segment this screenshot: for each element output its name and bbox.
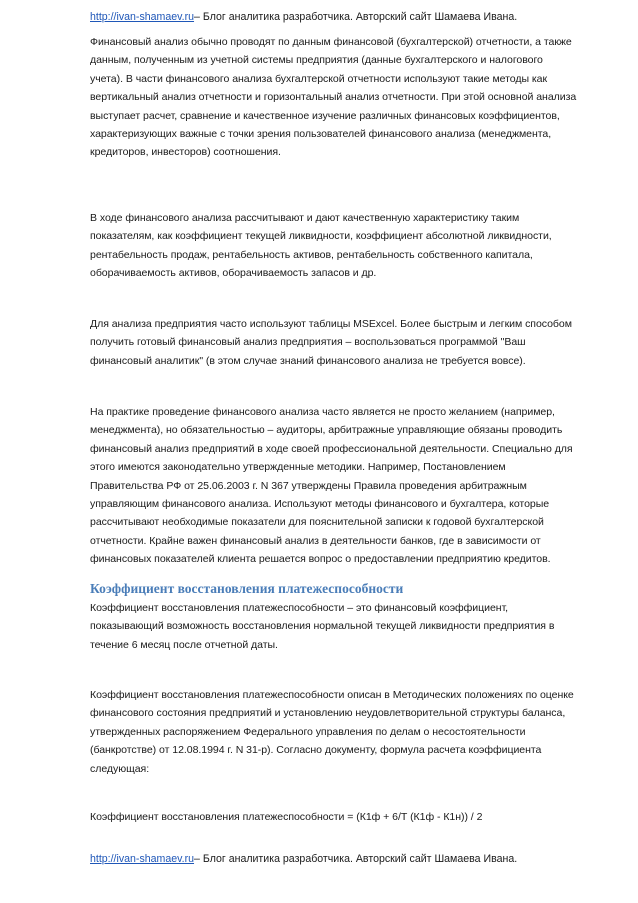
text-line: следующая: xyxy=(90,762,150,775)
text-line: течение 6 месяц после отчетной даты. xyxy=(90,638,278,651)
paragraph-intro xyxy=(90,33,577,162)
paragraph-indicators xyxy=(90,209,560,283)
paragraph-definition xyxy=(90,599,560,654)
text-line: получить готовый финансовый анализ предприятия – воспользоваться программой "Ваш xyxy=(90,336,526,349)
text-line: Финансовый анализ обычно проводят по данным финансовой (бухгалтерской) отчетности, а также xyxy=(90,36,572,48)
text-line: оборачиваемость активов, оборачиваемость запасов и др. xyxy=(90,267,377,280)
text-line: рентабельность продаж, рентабельность активов, рентабельность собственного капитала, xyxy=(90,248,533,261)
text-line: данным, полученным из учетной системы предприятия (данные бухгалтерского и налогового xyxy=(90,54,543,67)
text-line: Коэффициент восстановления платежеспособности описан в Методических положениях по оценке xyxy=(90,689,574,701)
text-line: Правительства РФ от 25.06.2003 г. N 367 утверждены Правила проведения арбитражным xyxy=(90,479,527,492)
text-line: (банкротстве) от 12.08.1994 г. N 31-р). Согласно документу, формула расчета коэффициента xyxy=(90,744,542,757)
text-line: На практике проведение финансового анализа часто является не просто желанием (например, xyxy=(90,406,555,418)
text-line: финансовый аналитик" (в этом случае знаний финансового анализа не требуется вовсе). xyxy=(90,354,526,367)
page-footer xyxy=(90,852,560,866)
footer-tagline: – Блог аналитика разработчика. Авторский сайт Шамаева Ивана. xyxy=(194,853,518,865)
page-header xyxy=(90,10,560,24)
section-heading: Коэффициент восстановления платежеспособности xyxy=(90,581,404,596)
text-line: Коэффициент восстановления платежеспособности – это финансовый коэффициент, xyxy=(90,602,509,614)
text-line: учета). В части финансового анализа бухгалтерской отчетности используют такие методы как xyxy=(90,72,548,85)
text-line: показателям, как коэффициент текущей ликвидности, коэффициент абсолютной ликвидности, xyxy=(90,230,552,243)
text-line: Для анализа предприятия часто используют таблицы MSExcel. Более быстрым и легким способом xyxy=(90,318,572,330)
text-line: показывающий возможность восстановления нормальной текущей ликвидности предприятия в xyxy=(90,620,555,633)
text-line: финансового состояния предприятий и установлению неудовлетворительной структуры баланса, xyxy=(90,707,566,720)
formula-text: Коэффициент восстановления платежеспособности = (К1ф + 6/Т (К1ф - К1н)) / 2 xyxy=(90,811,483,823)
text-line: вертикальный анализ отчетности и горизонтальный анализ отчетности. При этой основной анализа xyxy=(90,91,577,104)
text-line: управляющим финансового анализа. Используют методы финансового и бухгалтера, которые xyxy=(90,498,550,511)
text-line: отчетности. Крайне важен финансовый анализ в деятельности банков, где в зависимости от xyxy=(90,534,541,547)
header-tagline: – Блог аналитика разработчика. Авторский сайт Шамаева Ивана. xyxy=(194,11,518,23)
text-line: менеджмента), но обязательностью – аудиторы, арбитражные управляющие обязаны проводить xyxy=(90,424,563,437)
text-line: кредиторов, инвесторов) соотношения. xyxy=(90,146,281,159)
text-line: финансовый анализ предприятий в ходе своей профессиональной деятельности. Специально для xyxy=(90,442,573,455)
text-line: этого имеются законодательно утвержденные методики. Например, Постановлением xyxy=(90,461,506,474)
text-line: утвержденных распоряжением Федерального управления по делам о несостоятельности xyxy=(90,725,526,738)
text-line: рассчитывают необходимые показатели для пояснительной записки к годовой бухгалтерской xyxy=(90,516,544,529)
paragraph-excel xyxy=(90,315,572,370)
text-line: финансовых показателей клиента решается вопрос о предоставлении предприятию кредитов. xyxy=(90,553,551,566)
paragraph-methodology xyxy=(90,686,574,778)
footer-site-link[interactable]: http://ivan-shamaev.ru xyxy=(90,853,195,865)
text-line: характеризующих важные с точки зрения пользователей финансового анализа (менеджмента, xyxy=(90,128,552,141)
text-line: выступает расчет, сравнение и качественное изучение различных финансовых коэффициентов, xyxy=(90,109,560,122)
paragraph-practice xyxy=(90,403,573,569)
formula-line xyxy=(90,808,560,826)
text-line: В ходе финансового анализа рассчитывают и дают качественную характеристику таким xyxy=(90,212,520,224)
header-site-link[interactable]: http://ivan-shamaev.ru xyxy=(90,11,195,23)
